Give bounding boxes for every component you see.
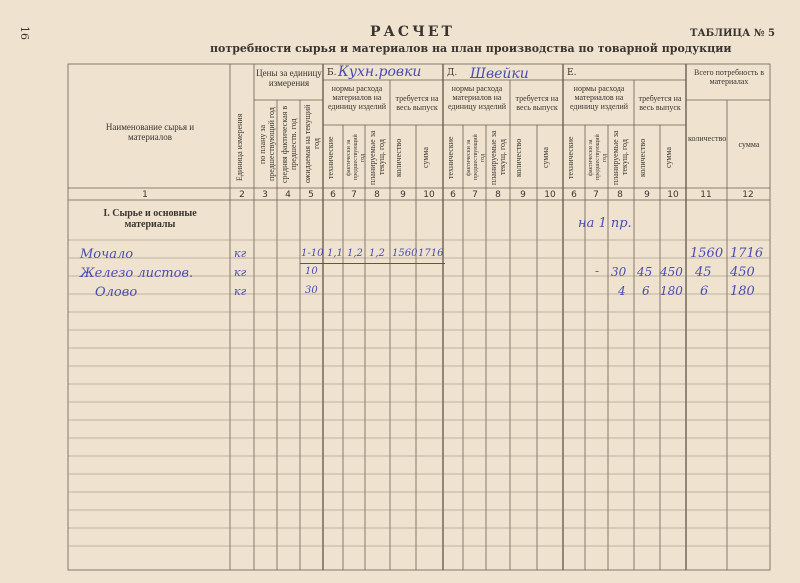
group-e-letter: Е. [567, 68, 577, 78]
row-total-qty: 6 [700, 284, 709, 299]
col-num: 7 [593, 190, 599, 200]
row-e-qty: 450 [660, 265, 683, 279]
col-num: 3 [262, 190, 268, 200]
row-total-sum: 180 [730, 284, 755, 299]
row-price: 1-10 [301, 248, 324, 259]
group-d-qty: количество [514, 138, 523, 177]
col-num: 10 [544, 190, 556, 200]
group-d-norms: нормы расхода материалов на единицу изделий [447, 84, 507, 111]
col-num: 11 [700, 190, 712, 200]
row-b-qty: 1560 [392, 248, 418, 259]
row-name: Мочало [80, 247, 134, 262]
table-label: ТАБЛИЦА № 5 [690, 28, 776, 39]
col-num: 8 [374, 190, 380, 200]
group-d-product: Швейки [470, 66, 529, 82]
row-name: Олово [95, 285, 138, 300]
group-d-sum: сумма [541, 147, 550, 168]
col-num: 7 [472, 190, 478, 200]
row-e-plan: 6 [642, 284, 650, 298]
group-b-fact: фактически за предшествующий год [346, 134, 366, 181]
row-total-sum: 450 [730, 265, 755, 280]
group-e-norms: нормы расхода материалов на единицу изделий [569, 84, 629, 111]
col-num: 9 [644, 190, 650, 200]
col-num: 6 [571, 190, 577, 200]
row-e-fact: 30 [611, 265, 627, 279]
row-b-tech: 1,1 [327, 248, 343, 259]
row-b-fact: 1,2 [347, 248, 363, 259]
col-num: 9 [400, 190, 406, 200]
row-unit: кг [234, 285, 247, 298]
col-num: 8 [495, 190, 501, 200]
header-price-expected: ожидаемая на текущий год [303, 104, 321, 184]
row-e-fact: 4 [618, 284, 626, 298]
row-total-qty: 1560 [690, 246, 724, 261]
row-b-plan: 1,2 [369, 248, 385, 259]
handwritten-note: на 1 пр. [578, 216, 632, 231]
document-subtitle: потребности сырья и материалов на план производства по товарной продукции [210, 42, 732, 55]
col-num: 1 [142, 190, 148, 200]
header-total-sum: сумма [738, 140, 760, 149]
group-d-planned: планируемые за текущ. год [489, 130, 507, 185]
page-number: 16 [18, 26, 31, 40]
col-num: 10 [667, 190, 679, 200]
col-num: 6 [330, 190, 336, 200]
col-num: 5 [308, 190, 314, 200]
group-d-letter: Д. [447, 68, 458, 78]
document-title: РАСЧЕТ [370, 24, 455, 40]
group-e-required: требуется на весь выпуск [638, 94, 682, 112]
col-num: 7 [351, 190, 357, 200]
col-num: 2 [239, 190, 245, 200]
group-b-qty: количество [394, 138, 403, 177]
row-unit: кг [234, 247, 247, 260]
group-e-qty: количество [638, 138, 647, 177]
row-e-tech: - [595, 264, 600, 278]
row-b-sum: 1716 [418, 248, 444, 259]
header-unit: Единица измерения [235, 113, 244, 182]
group-d-fact: фактически за предшествующий год [466, 134, 486, 181]
row-price: 30 [305, 285, 318, 296]
col-num: 10 [423, 190, 435, 200]
group-b-product: Кухн.ровки [338, 64, 422, 80]
header-prices: Цены за единицу измерения [256, 68, 322, 88]
row-price: 10 [305, 266, 318, 277]
header-name: Наименование сырья и материалов [105, 122, 195, 142]
group-b-norms: нормы расхода материалов на единицу изделий [327, 84, 387, 111]
col-num: 8 [617, 190, 623, 200]
header-total: Всего потребность в материалах [694, 68, 764, 86]
group-b-letter: Б. [327, 68, 337, 78]
group-e-sum: сумма [664, 147, 673, 168]
col-num: 12 [742, 190, 754, 200]
col-num: 4 [285, 190, 291, 200]
header-total-qty: количество [688, 134, 727, 143]
group-b-planned: планируемые за текущ. год [368, 130, 386, 185]
group-b-required: требуется на весь выпуск [395, 94, 439, 112]
group-e-tech: технические [566, 136, 575, 179]
header-price-plan: по плану за предшествующий год [258, 107, 276, 181]
col-num: 9 [520, 190, 526, 200]
group-d-tech: технические [446, 136, 455, 179]
row-total-qty: 45 [695, 265, 712, 280]
col-num: 6 [450, 190, 456, 200]
group-e-planned: планируемые за текущ. год [611, 130, 629, 185]
row-e-qty: 180 [660, 284, 683, 298]
group-b-tech: технические [326, 136, 335, 179]
row-total-sum: 1716 [730, 246, 764, 261]
row-1-underline [300, 263, 445, 264]
header-price-avg: средняя фактическая в предшеств. год [280, 105, 298, 183]
row-e-plan: 45 [637, 265, 653, 279]
section-title: I. Сырье и основные материалы [103, 208, 197, 230]
row-unit: кг [234, 266, 247, 279]
row-name: Железо листов. [80, 266, 194, 281]
group-e-fact: фактически за предшествующий год [588, 134, 608, 181]
group-d-required: требуется на весь выпуск [515, 94, 559, 112]
group-b-sum: сумма [421, 147, 430, 168]
